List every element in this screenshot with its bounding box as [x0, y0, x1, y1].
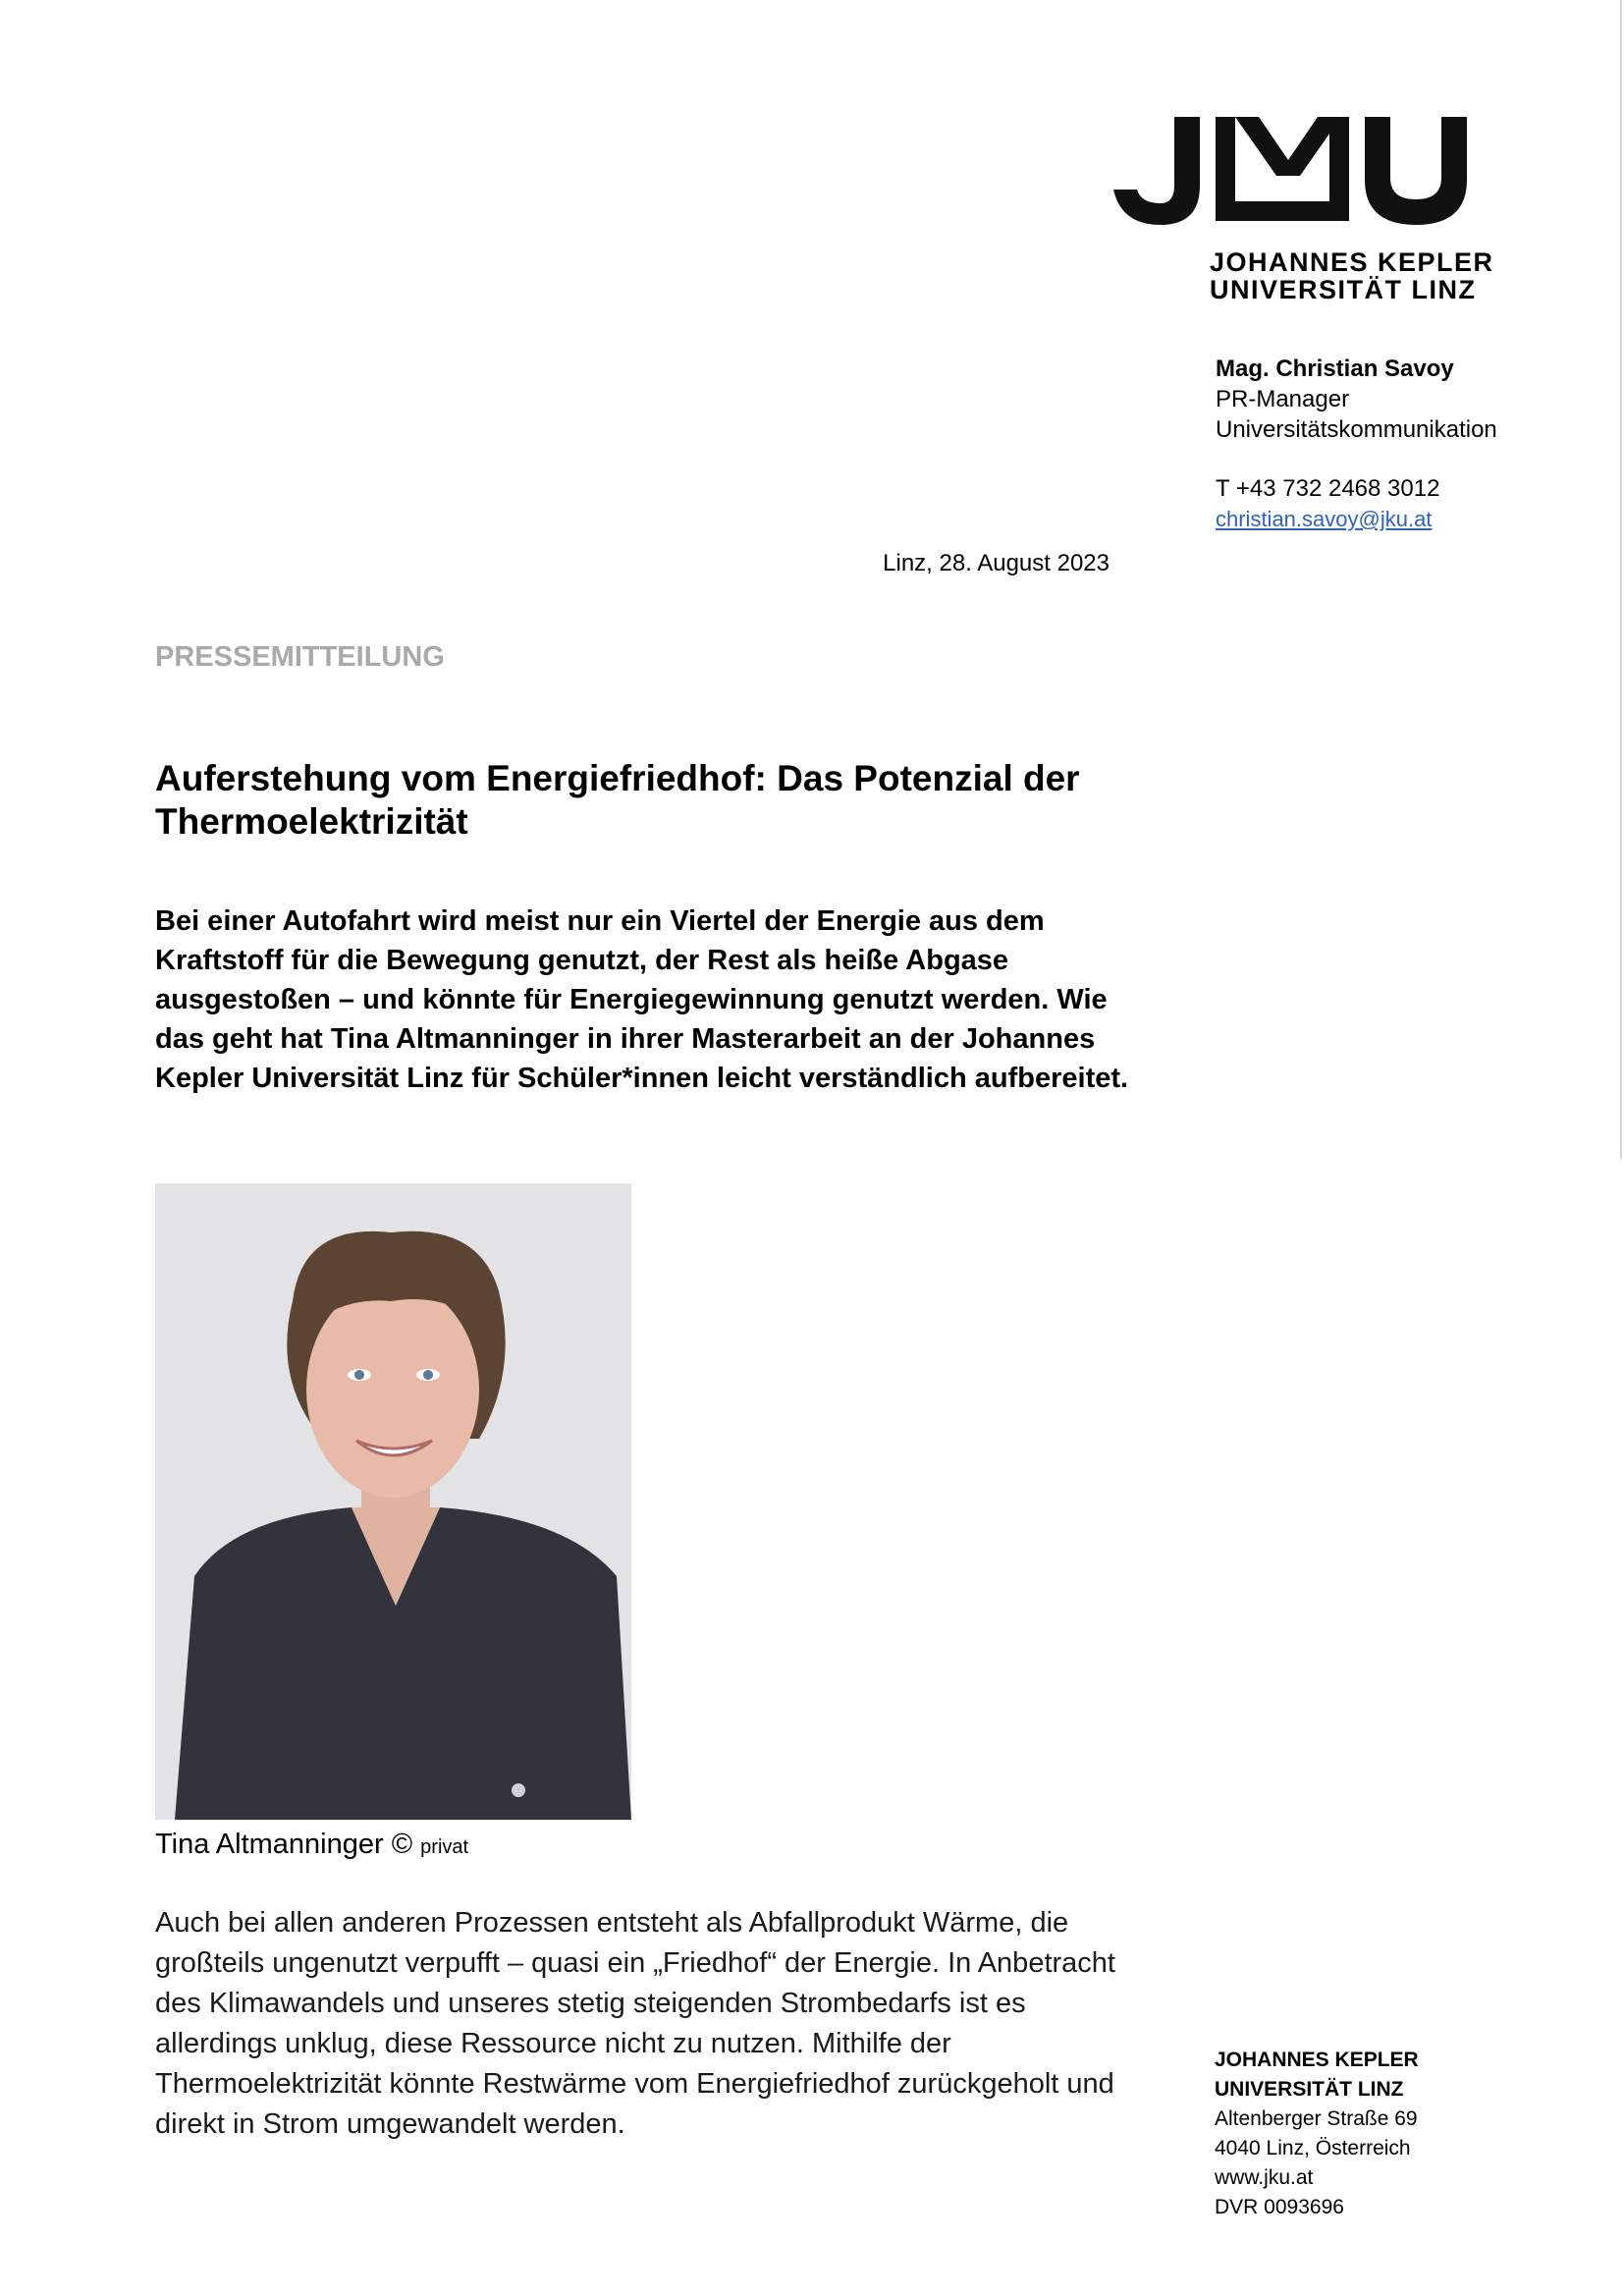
footer-dvr: DVR 0093696: [1215, 2196, 1344, 2218]
photo-caption: [155, 1829, 468, 1861]
page-edge-line: [1620, 0, 1622, 1159]
jku-logo-mark: [1113, 113, 1526, 231]
footer-org-line1: JOHANNES KEPLER: [1215, 2049, 1419, 2071]
footer-org-line2: UNIVERSITÄT LINZ: [1215, 2078, 1404, 2101]
contact-role: PR-Manager: [1216, 386, 1350, 412]
contact-block: [1216, 354, 1497, 534]
date-line: Linz, 28. August 2023: [883, 550, 1110, 576]
jku-logo: [1113, 113, 1526, 309]
photo-credit: privat: [420, 1836, 469, 1858]
photo-caption-text: Tina Altmanninger ©: [155, 1829, 413, 1860]
press-release-label: PRESSEMITTEILUNG: [155, 641, 445, 673]
footer-street: Altenberger Straße 69: [1215, 2107, 1418, 2130]
footer-address: [1215, 2046, 1419, 2222]
headline: Auferstehung vom Energiefriedhof: Das Potenzial der Thermoelektrizität: [155, 758, 1080, 842]
body-paragraph: Auch bei allen anderen Prozessen entsteht als Abfallprodukt Wärme, die großteils ungenutzt verpufft – quasi ein „Friedhof“ der Energie. In Anbetracht des Klimawandels und unseres stetig steigenden Strombedarfs ist es allerdings unklug, diese Ressource nicht zu nutzen. Mithilfe der Thermoelektrizität könnte Restwärme vom Energiefriedhof zurückgeholt und direkt in Strom umgewandelt werden.: [155, 1907, 1115, 2140]
contact-email-link[interactable]: christian.savoy@jku.at: [1216, 507, 1433, 531]
footer-web: www.jku.at: [1215, 2166, 1314, 2189]
contact-phone: T +43 732 2468 3012: [1216, 475, 1440, 502]
logo-text-line1: JOHANNES KEPLER: [1210, 247, 1494, 277]
logo-text-line2: UNIVERSITÄT LINZ: [1210, 275, 1477, 304]
portrait-photo: [155, 1183, 631, 1820]
footer-city: 4040 Linz, Österreich: [1215, 2137, 1411, 2159]
contact-name: Mag. Christian Savoy: [1216, 355, 1454, 382]
contact-department: Universitätskommunikation: [1216, 416, 1497, 443]
lead-paragraph: Bei einer Autofahrt wird meist nur ein Viertel der Energie aus dem Kraftstoff für die Bewegung genutzt, der Rest als heiße Abgase ausgestoßen – und könnte für Energiegewinnung genutzt werden. Wie das geht hat Tina Altmanninger in ihrer Masterarbeit an der Johannes Kepler Universität Linz für Schüler*innen leicht verständlich aufbereitet.: [155, 905, 1129, 1094]
